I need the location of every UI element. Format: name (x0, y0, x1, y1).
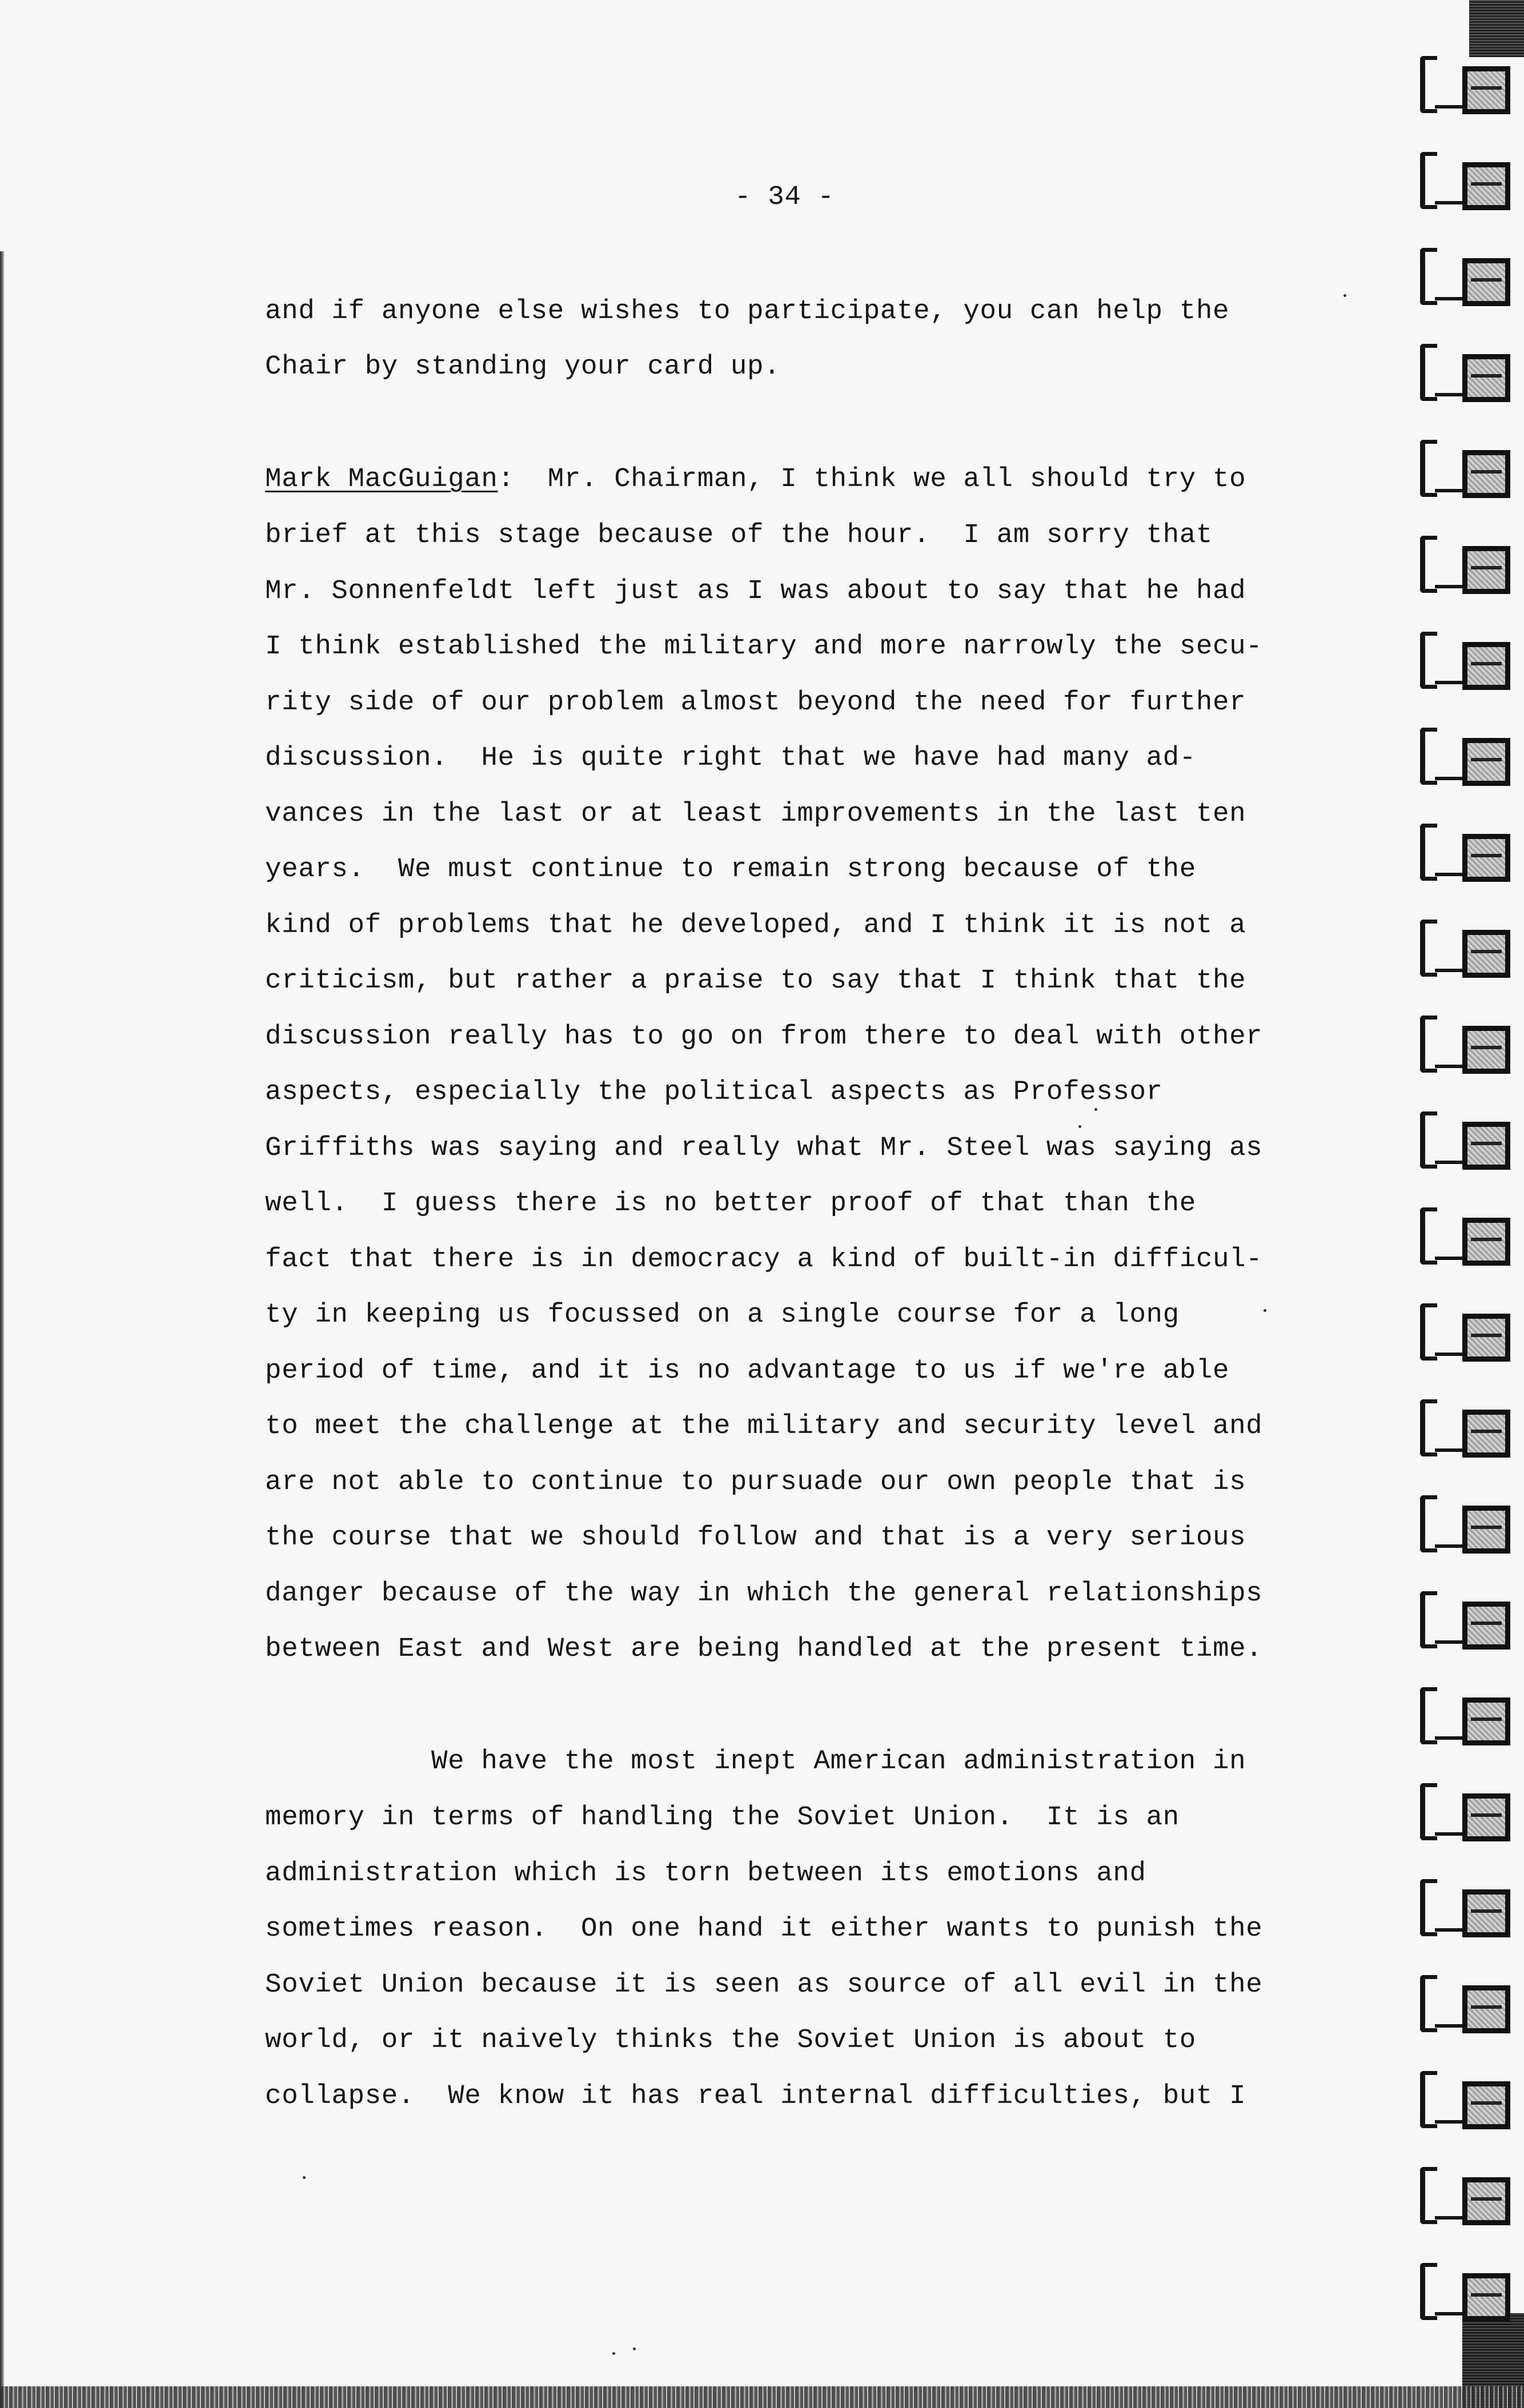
binding-bar (1435, 1448, 1465, 1452)
spiral-binding (1405, 0, 1524, 2408)
binding-bar (1435, 969, 1465, 972)
text-line: world, or it naively thinks the Soviet Union is about to (265, 2025, 1196, 2056)
text-line: vances in the last or at least improvements in the last ten (265, 798, 1246, 829)
text-line: fact that there is in democracy a kind of built-in difficul- (265, 1244, 1263, 1275)
text-line: aspects, especially the political aspects as Professor (265, 1077, 1163, 1107)
binding-bar (1435, 777, 1465, 780)
text-line: Soviet Union because it is seen as source of all evil in the (265, 1969, 1263, 2000)
binding-bar (1435, 1640, 1465, 1644)
text-line: brief at this stage because of the hour. I am sorry that (265, 520, 1213, 551)
text-line: ty in keeping us focussed on a single course for a long (265, 1299, 1180, 1330)
speaker-line-text: Mr. Chairman, I think we all should try to (514, 464, 1246, 495)
binding-hook (1420, 1111, 1437, 1169)
text-line: criticism, but rather a praise to say that I think that the (265, 965, 1246, 996)
binding-ring (1405, 1005, 1524, 1085)
text-line: Mr. Sonnenfeldt left just as I was about to say that he had (265, 576, 1246, 607)
binding-hole (1462, 450, 1510, 498)
binding-hole (1462, 1793, 1510, 1841)
binding-hole (1462, 738, 1510, 786)
binding-hook (1420, 536, 1437, 593)
binding-ring (1405, 1965, 1524, 2045)
binding-hook (1420, 1783, 1437, 1840)
binding-hook (1420, 2263, 1437, 2320)
binding-hook (1420, 632, 1437, 689)
binding-hook (1420, 2167, 1437, 2224)
binding-bar (1435, 297, 1465, 300)
binding-hook (1420, 248, 1437, 305)
binding-ring (1405, 909, 1524, 989)
text-line: administration which is torn between its emotions and (265, 1858, 1146, 1889)
binding-ring (1405, 525, 1524, 605)
binding-hook (1420, 1399, 1437, 1456)
binding-hook (1420, 1207, 1437, 1265)
binding-bar (1435, 1736, 1465, 1740)
binding-ring (1405, 2061, 1524, 2141)
binding-hook (1420, 2071, 1437, 2128)
binding-hook (1420, 56, 1437, 113)
text-line: the course that we should follow and that is a very serious (265, 1522, 1246, 1553)
binding-hook (1420, 344, 1437, 401)
text-line: kind of problems that he developed, and I think it is not a (265, 910, 1246, 941)
binding-hole (1462, 1218, 1510, 1266)
binding-hole (1462, 2273, 1510, 2321)
text-line: We have the most inept American administration in (265, 1746, 1246, 1777)
text-line: period of time, and it is no advantage to us if we're able (265, 1355, 1230, 1386)
binding-hole (1462, 930, 1510, 978)
binding-bar (1435, 105, 1465, 109)
binding-bar (1435, 681, 1465, 684)
text-line: Chair by standing your card up. (265, 351, 781, 382)
binding-bar (1435, 1928, 1465, 1932)
text-line: rity side of our problem almost beyond the need for further (265, 687, 1246, 718)
binding-hook (1420, 1975, 1437, 2032)
binding-hole (1462, 1026, 1510, 1074)
speaker-line (265, 464, 1246, 495)
binding-ring (1405, 334, 1524, 414)
speaker-name: Mark MacGuigan (265, 464, 498, 495)
binding-hole (1462, 1410, 1510, 1458)
binding-hole (1462, 642, 1510, 690)
binding-bar (1435, 585, 1465, 588)
binding-hook (1420, 920, 1437, 977)
binding-bar (1435, 489, 1465, 492)
binding-hook (1420, 824, 1437, 881)
binding-hole (1462, 2081, 1510, 2129)
binding-ring (1405, 813, 1524, 893)
binding-bar (1435, 1257, 1465, 1260)
binding-hole (1462, 162, 1510, 210)
binding-hole (1462, 2177, 1510, 2225)
binding-hook (1420, 1687, 1437, 1744)
binding-ring (1405, 1869, 1524, 1949)
binding-hole (1462, 1506, 1510, 1554)
binding-hole (1462, 1602, 1510, 1650)
binding-hole (1462, 1985, 1510, 2033)
binding-ring (1405, 1293, 1524, 1373)
text-line: well. I guess there is no better proof of that than the (265, 1188, 1196, 1219)
binding-ring (1405, 1197, 1524, 1277)
binding-hole (1462, 546, 1510, 594)
binding-bar (1435, 393, 1465, 396)
binding-bar (1435, 1832, 1465, 1836)
binding-bar (1435, 2312, 1465, 2315)
binding-ring (1405, 2253, 1524, 2333)
binding-hook (1420, 1591, 1437, 1648)
binding-bar (1435, 2216, 1465, 2220)
binding-hook (1420, 1879, 1437, 1936)
text-line: discussion. He is quite right that we have had many ad- (265, 743, 1196, 773)
binding-bar (1435, 1161, 1465, 1164)
binding-hole (1462, 258, 1510, 306)
binding-ring (1405, 1101, 1524, 1181)
binding-hole (1462, 834, 1510, 882)
binding-hole (1462, 1889, 1510, 1937)
text-line: Griffiths was saying and really what Mr. Steel was saying as (265, 1133, 1263, 1163)
text-line: are not able to continue to pursuade our own people that is (265, 1467, 1246, 1498)
text-line: memory in terms of handling the Soviet Union. It is an (265, 1802, 1180, 1833)
binding-hook (1420, 1016, 1437, 1073)
binding-bar (1435, 201, 1465, 204)
binding-hole (1462, 66, 1510, 114)
page-left-edge (0, 251, 5, 2408)
binding-bar (1435, 2120, 1465, 2124)
binding-bar (1435, 1065, 1465, 1068)
binding-ring (1405, 142, 1524, 222)
speaker-colon: : (498, 464, 515, 495)
text-line: sometimes reason. On one hand it either wants to punish the (265, 1913, 1263, 1944)
binding-ring (1405, 1389, 1524, 1469)
binding-ring (1405, 1581, 1524, 1661)
text-line: years. We must continue to remain strong because of the (265, 854, 1196, 885)
binding-ring (1405, 1485, 1524, 1565)
binding-ring (1405, 238, 1524, 318)
text-line: discussion really has to go on from there to deal with other (265, 1021, 1263, 1052)
binding-ring (1405, 621, 1524, 701)
binding-bar (1435, 1544, 1465, 1548)
page-bottom-edge (0, 2386, 1524, 2408)
binding-ring (1405, 1773, 1524, 1853)
binding-ring (1405, 1677, 1524, 1757)
page-number: - 34 - (735, 182, 835, 212)
binding-bar (1435, 1353, 1465, 1356)
text-line: between East and West are being handled at the present time. (265, 1634, 1263, 1664)
text-line: I think established the military and more narrowly the secu- (265, 631, 1263, 662)
binding-hole (1462, 1314, 1510, 1362)
text-line: and if anyone else wishes to participate, you can help the (265, 296, 1230, 327)
binding-hole (1462, 354, 1510, 402)
binding-hook (1420, 1303, 1437, 1360)
binding-ring (1405, 2157, 1524, 2237)
text-line: danger because of the way in which the general relationships (265, 1578, 1263, 1609)
binding-bar (1435, 873, 1465, 876)
binding-ring (1405, 430, 1524, 509)
text-line: collapse. We know it has real internal difficulties, but I (265, 2081, 1246, 2112)
binding-hole (1462, 1697, 1510, 1745)
text-line: to meet the challenge at the military and security level and (265, 1411, 1263, 1442)
binding-hook (1420, 440, 1437, 497)
binding-ring (1405, 717, 1524, 797)
binding-bar (1435, 2024, 1465, 2028)
binding-ring (1405, 46, 1524, 126)
binding-hook (1420, 1495, 1437, 1552)
binding-hook (1420, 152, 1437, 209)
binding-hole (1462, 1122, 1510, 1170)
binding-hook (1420, 728, 1437, 785)
